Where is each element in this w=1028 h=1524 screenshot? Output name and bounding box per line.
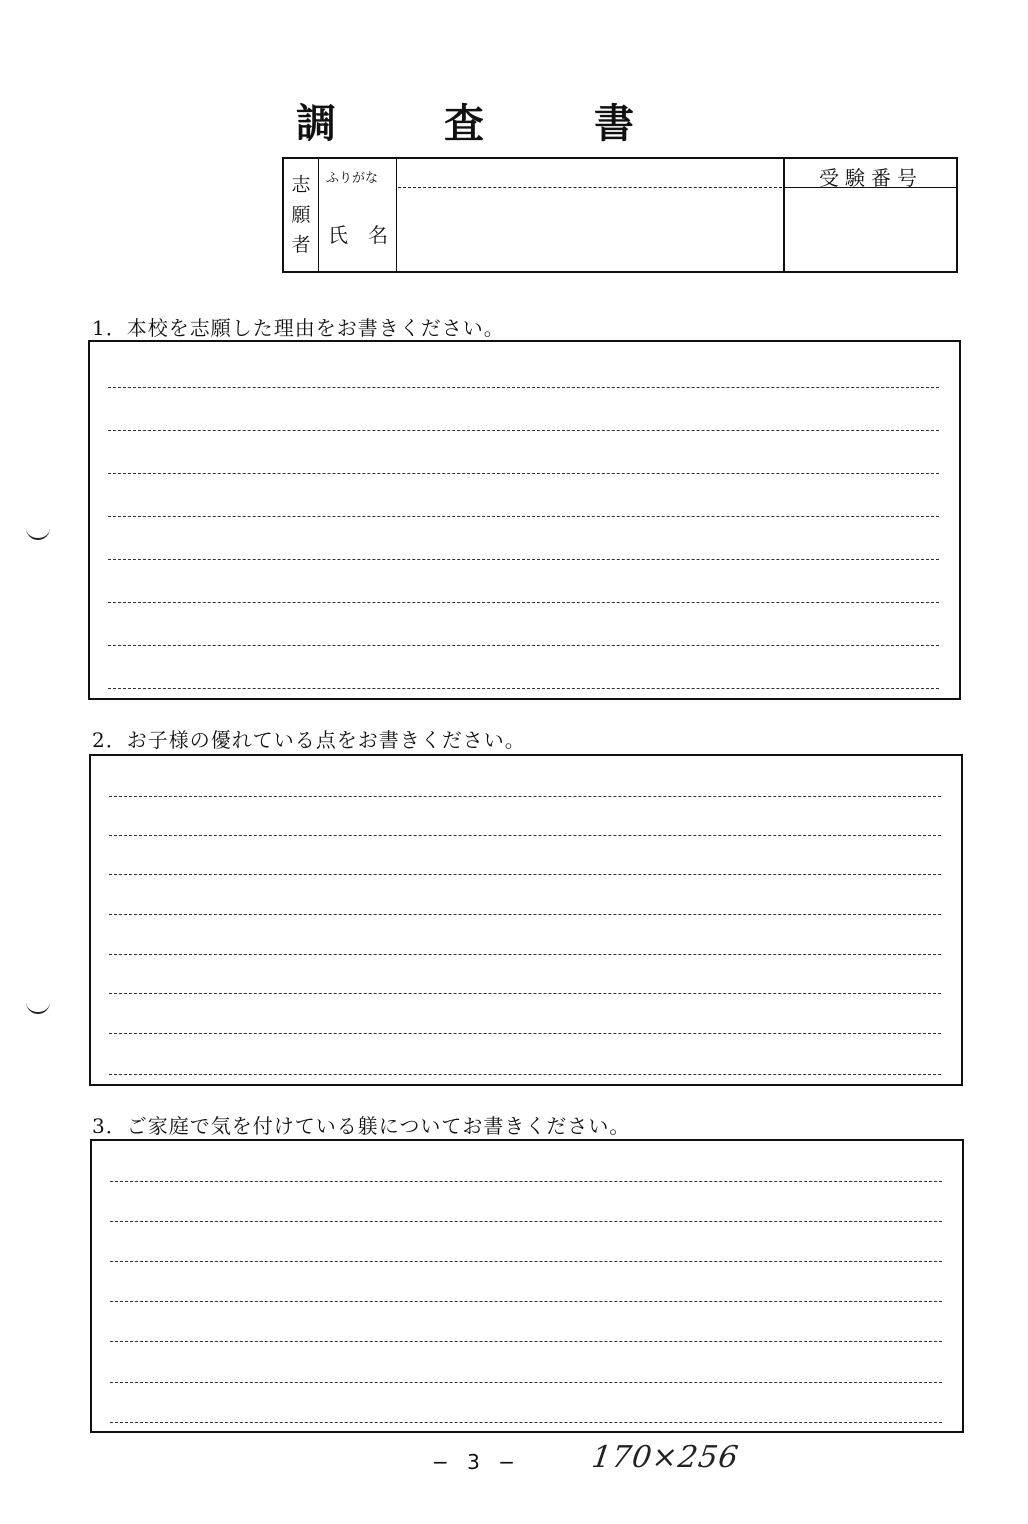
binder-hole-mark <box>26 1000 50 1014</box>
name-label: 氏 名 <box>328 223 388 247</box>
applicant-label: 志 願 者 <box>291 174 311 256</box>
name-field[interactable] <box>400 191 780 269</box>
exam-number-field[interactable] <box>786 191 956 269</box>
question-3-label: 3．ご家庭で気を付けている躾についてお書きください。 <box>92 1114 631 1138</box>
binder-hole-mark <box>26 526 50 540</box>
applicant-info-table <box>282 157 958 273</box>
furigana-label: ふりがな <box>326 171 379 186</box>
handwritten-size-note: 170×256 <box>589 1440 742 1475</box>
question-1-answer-box[interactable] <box>88 340 961 700</box>
question-3-answer-box[interactable] <box>90 1139 964 1433</box>
title-char-2: 査 <box>444 100 484 147</box>
question-1-label: 1．本校を志願した理由をお書きください。 <box>92 316 505 340</box>
question-2-label: 2．お子様の優れている点をお書きください。 <box>92 728 526 752</box>
title-char-1: 調 <box>296 100 336 147</box>
question-2-answer-box[interactable] <box>89 754 963 1086</box>
exam-number-label: 受験番号 <box>819 166 923 190</box>
furigana-field[interactable] <box>400 161 780 185</box>
title-char-3: 書 <box>594 100 634 147</box>
page-number: − 3 − <box>432 1450 521 1474</box>
